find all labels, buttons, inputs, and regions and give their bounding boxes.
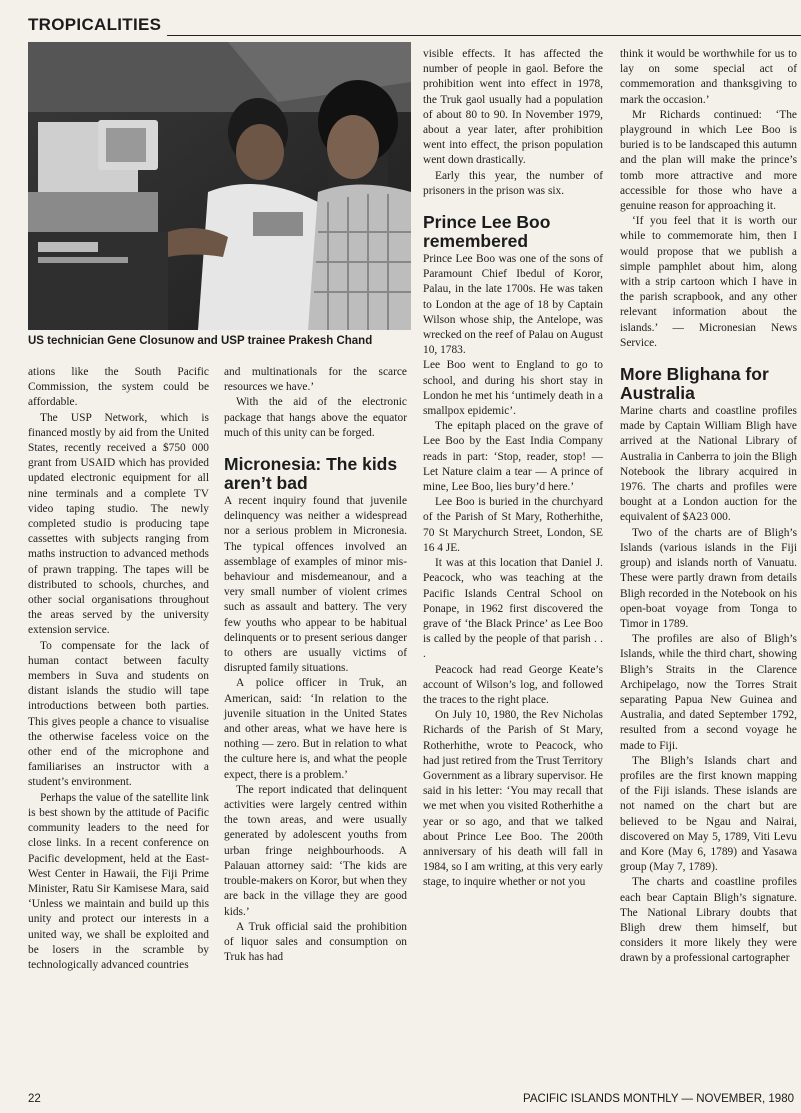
- article-photo: [28, 42, 411, 330]
- section-header: [28, 14, 801, 36]
- paragraph: On July 10, 1980, the Rev Nicholas Richards of the Parish of St Mary, Rotherhithe, wrote to Peacock, who had just retired from the Trust Territory Government as a library supervisor. He said in his letter: ‘You may recall that we met when you visited Rotherhithe a year or so ago, and that we talked about Prince Lee Boo. The 200th anniversary of his death will fall in 1984, so I am writing, at this very early stage, to inquire whether or not you: [423, 709, 603, 889]
- paragraph: The epitaph placed on the grave of Lee Boo by the East India Company reads in part: ‘Stop, reader, stop! — Let Nature claim a tear — A prince of mine, Lee Boo, lies bury’d here.’: [423, 420, 603, 494]
- paragraph: Peacock had read George Keate’s account of Wilson’s log, and followed the traces to the right place.: [423, 663, 603, 706]
- paragraph: The charts and coastline profiles each bear Captain Bligh’s signature. The National Library doubts that Bligh drew them himself, but considers it more likely they were drawn by a professional cartographer: [620, 876, 797, 965]
- photo-caption: US technician Gene Closunow and USP trainee Prakesh Chand: [28, 335, 373, 347]
- column-3: [423, 47, 603, 891]
- paragraph: It was at this location that Daniel J. Peacock, who was teaching at the Pacific Islands Central School on Ponape, in 1962 first discovered the grave of ‘the Black Prince’ as Lee Boo is called by the people of that parish . . .: [423, 557, 603, 661]
- paragraph: A police officer in Truk, an American, said: ‘In relation to the juvenile situation in the United States and other areas, what we have here is nothing — zero. But in relation to what the culture here is, and what the people expect, there is a problem.’: [224, 677, 407, 781]
- paragraph: The report indicated that delinquent activities were largely centred within the town areas, and were usually generated by adolescent youths from urban fringe neighbourhoods. A Palauan attorney said: ‘The kids are trouble-makers on Koror, but when they are back in the village they are good kids.’: [224, 783, 408, 918]
- paragraph: Early this year, the number of prisoners in the prison was six.: [423, 169, 603, 197]
- paragraph: To compensate for the lack of human contact between faculty members in Suva and students on distant islands the studio will tape introductions between both parties. This gives people a chance to visualise the otherwise faceless voice on the other end of the microphone and familiarises an instructor with a student’s environment.: [28, 639, 209, 789]
- article-heading-micronesia: Micronesia: The kids aren’t bad: [224, 454, 398, 494]
- paragraph: Marine charts and coastline profiles made by Captain William Bligh have arrived at the National Library of Australia in Canberra to join the Bligh Notebook the library acquired in 1976. The charts and profiles were bought at a London auction for the equivalent of $A23 000.: [620, 405, 797, 524]
- paragraph: Perhaps the value of the satellite link is best shown by the attitude of Pacific community leaders to the need for close links. In a recent conference on Pacific development, held at the East-West Center in Hawaii, the Fiji Prime Minister, Ratu Sir Kamisese Mara, said ‘Unless we maintain and build up this unity and protect our interests in a united way, we shall be exploited and be losers in the scramble by technologically advanced countries: [28, 791, 209, 971]
- paragraph: Mr Richards continued: ‘The playground in which Lee Boo is buried is to be landscaped this autumn and the plan will make the prince’s tomb more attractive and more accessible for those who have a genuine reason for approaching it.: [620, 108, 797, 213]
- section-title: TROPICALITIES: [28, 14, 167, 36]
- paragraph: Prince Lee Boo was one of the sons of Paramount Chief Ibedul of Koror, Palau, in the late 1700s. He was taken to London at the age of 18 by Captain Wilson whose ship, the Antelope, was wrecked on the reef of Palau on August 10, 1783.: [423, 253, 603, 357]
- column-2: [224, 365, 407, 965]
- article-heading-blighana: More Blighana for Australia: [620, 364, 769, 404]
- paragraph: Lee Boo went to England to go to school, and during his short stay in London he met his ‘untimely death in a smallpox epidemic’.: [423, 359, 603, 418]
- page-footer: [28, 1093, 794, 1109]
- paragraph: A recent inquiry found that juvenile delinquency was neither a widespread nor a serious problem in Micronesia. The typical offences involved an assemblage of examples of minor mis-behaviour and misdemeanour, and a very small number of violent crimes such as assault and battery. The very few youths who appear to be habitual delinquents or to present serious danger to others are usually victims of disrupted family situations.: [224, 495, 407, 675]
- paragraph: ‘If you feel that it is worth our while to commemorate him, then I would propose that we publish a simple pamphlet about him, along with a strip cartoon which I have in the parish scrapbook, and any other relevant information about the islands.’ — Micronesian News Service.: [620, 215, 797, 349]
- paragraph: The profiles are also of Bligh’s Islands, while the third chart, showing Bligh’s Straits in the Clarence Archipelago, now the Torres Strait separating Papua New Guinea and Australia, and dated September 1792, resulted from a second voyage he made to Fiji.: [620, 633, 797, 752]
- photo-illustration: [28, 42, 411, 330]
- paragraph: and multinationals for the scarce resources we have.’: [224, 366, 407, 394]
- paragraph: think it would be worthwhile for us to lay on some special act of commemoration and thanksgiving to mark the occasion.’: [620, 48, 797, 106]
- publication-line: PACIFIC ISLANDS MONTHLY — NOVEMBER, 1980: [523, 1093, 794, 1105]
- paragraph: visible effects. It has affected the number of people in gaol. Before the prohibition went into effect in 1978, the Truk gaol usually had a population of about 80 to 90. In November 1979, about a year later, after prohibition went into effect, the prison population went down drastically.: [423, 48, 603, 167]
- column-4: [620, 47, 797, 967]
- paragraph: Lee Boo is buried in the churchyard of the Parish of St Mary, Rotherhithe, 70 St Marychurch Street, London, SE 16 4 JE.: [423, 496, 603, 554]
- paragraph: Two of the charts are of Bligh’s Islands (various islands in the Fiji group) and islands north of Vanuatu. These were partly drawn from details Bligh recorded in the Notebook on his open-boat voyage from Tonga to Timor in 1789.: [620, 526, 797, 630]
- article-heading-lee-boo: Prince Lee Boo remembered: [423, 212, 551, 252]
- paragraph: A Truk official said the prohibition of liquor sales and consumption on Truk has had: [224, 920, 407, 964]
- paragraph: The USP Network, which is financed mostly by aid from the United States, recently received a $750 000 grant from USAID which has provided updated electronic equipment for all nine terminals and a complete TV video taping studio. The newly completed studio is producing tape cassettes with subjects ranging from maths instruction to advanced methods of prawn trapping. The tapes will be distributed to schools, churches, and other social organisations throughout the areas served by the university extension service.: [28, 411, 209, 637]
- paragraph: With the aid of the electronic package that hangs above the equator much of this unity can be forged.: [224, 396, 407, 439]
- column-1: [28, 365, 209, 973]
- page-number: 22: [28, 1093, 41, 1105]
- paragraph: The Bligh’s Islands chart and profiles are the first known mapping of the Fiji islands. These islands are not named on the chart but are believed to be Ngau and Nairai, discovered on May 5, 1789, Viti Levu and Kore (May 6, 1789) and Yasawa group (May 7, 1789).: [620, 754, 797, 874]
- paragraph: ations like the South Pacific Commission, the system could be affordable.: [28, 366, 209, 409]
